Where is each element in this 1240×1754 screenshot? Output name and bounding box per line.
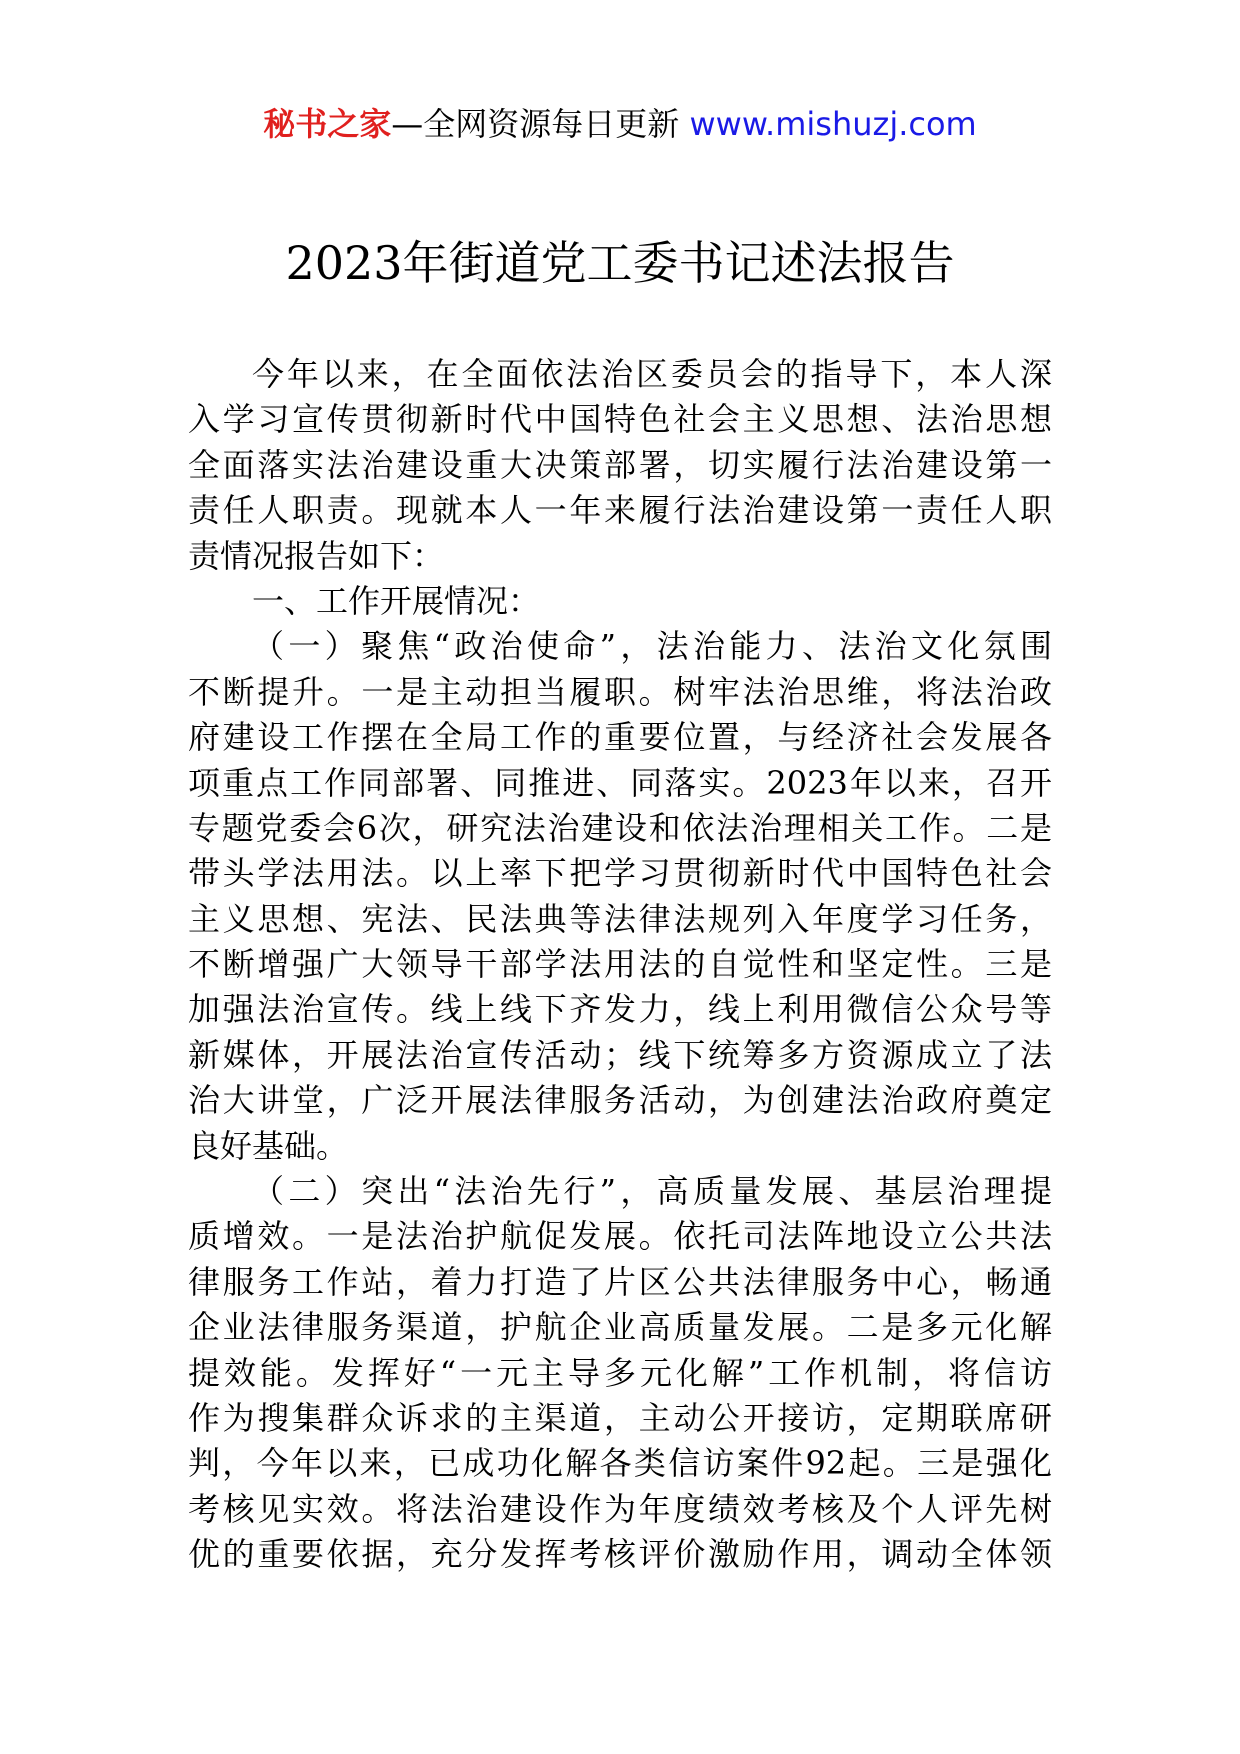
body-line: 不断增强广大领导干部学法用法的自觉性和坚定性。三是 <box>188 945 1052 984</box>
body-line: 项重点工作同部署、同推进、同落实。2023年以来，召开 <box>188 763 1052 802</box>
section-heading: 一、工作开展情况： <box>252 581 541 620</box>
body-line: 不断提升。一是主动担当履职。树牢法治思维，将法治政 <box>188 672 1052 711</box>
body-line: 责情况报告如下： <box>188 536 445 575</box>
document-title: 2023年街道党工委书记述法报告 <box>285 236 955 290</box>
body-line: 质增效。一是法治护航促发展。依托司法阵地设立公共法 <box>188 1217 1052 1256</box>
body-line: 专题党委会6次，研究法治建设和依法治理相关工作。二是 <box>188 808 1052 847</box>
body-line: 律服务工作站，着力打造了片区公共法律服务中心，畅通 <box>188 1262 1052 1301</box>
body-line: 提效能。发挥好“一元主导多元化解”工作机制，将信访 <box>188 1353 1052 1392</box>
body-line: 作为搜集群众诉求的主渠道，主动公开接访，定期联席研 <box>188 1398 1052 1437</box>
document-body <box>188 352 1052 1578</box>
body-line: 治大讲堂，广泛开展法律服务活动，为创建法治政府奠定 <box>188 1081 1052 1120</box>
body-line: 新媒体，开展法治宣传活动；线下统筹多方资源成立了法 <box>188 1035 1052 1074</box>
body-line: （一）聚焦“政治使命”，法治能力、法治文化氛围 <box>252 627 1052 666</box>
site-url-link[interactable]: www.mishuzj.com <box>689 105 977 143</box>
body-line: 判，今年以来，已成功化解各类信访案件92起。三是强化 <box>188 1444 1052 1483</box>
brand-name: 秘书之家 <box>263 105 392 143</box>
body-line: 良好基础。 <box>188 1126 349 1165</box>
body-line: 府建设工作摆在全局工作的重要位置，与经济社会发展各 <box>188 718 1052 757</box>
body-line: 考核见实效。将法治建设作为年度绩效考核及个人评先树 <box>188 1489 1052 1528</box>
header-slogan: —全网资源每日更新 <box>391 105 680 143</box>
body-line: 主义思想、宪法、民法典等法律法规列入年度学习任务， <box>188 899 1052 938</box>
body-line: 今年以来，在全面依法治区委员会的指导下，本人深 <box>252 355 1052 393</box>
body-line: 责任人职责。现就本人一年来履行法治建设第一责任人职 <box>188 491 1052 530</box>
site-header <box>0 100 1240 148</box>
body-line: 优的重要依据，充分发挥考核评价激励作用，调动全体领 <box>188 1535 1052 1574</box>
body-line: 全面落实法治建设重大决策部署，切实履行法治建设第一 <box>188 445 1052 484</box>
body-line: 带头学法用法。以上率下把学习贯彻新时代中国特色社会 <box>188 854 1052 893</box>
body-line: 企业法律服务渠道，护航企业高质量发展。二是多元化解 <box>188 1308 1052 1347</box>
body-line: （二）突出“法治先行”，高质量发展、基层治理提 <box>252 1172 1052 1211</box>
body-line: 加强法治宣传。线上线下齐发力，线上利用微信公众号等 <box>188 990 1052 1029</box>
body-line: 入学习宣传贯彻新时代中国特色社会主义思想、法治思想 <box>188 400 1052 439</box>
